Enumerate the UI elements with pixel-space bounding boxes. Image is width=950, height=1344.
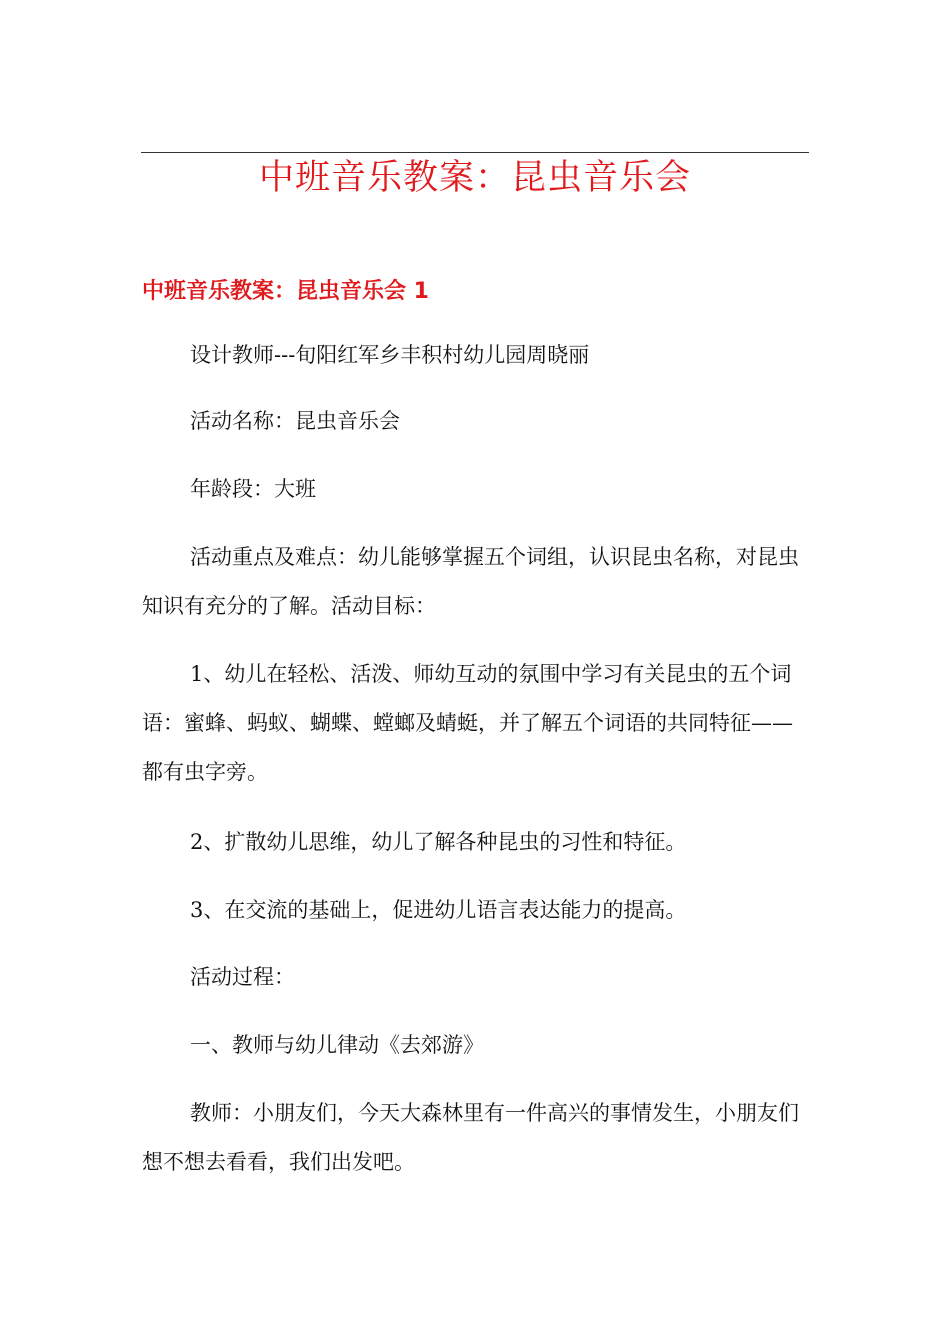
paragraph-goal-3: 3、在交流的基础上，促进幼儿语言表达能力的提高。 [190,898,687,922]
header-rule [141,152,809,153]
paragraph-step-1: 一、教师与幼儿律动《去郊游》 [190,1033,484,1057]
paragraph-goal-2: 2、扩散幼儿思维，幼儿了解各种昆虫的习性和特征。 [190,830,687,854]
paragraph-age-group: 年龄段：大班 [190,477,316,501]
paragraph-goal-1: 1、幼儿在轻松、活泼、师幼互动的氛围中学习有关昆虫的五个词语：蜜蜂、蚂蚁、蝴蝶、螳螂及蜻蜓，并了解五个词语的共同特征——都有虫字旁。 [142,662,793,784]
paragraph-teacher-speech: 教师：小朋友们，今天大森林里有一件高兴的事情发生，小朋友们想不想去看看，我们出发吧。 [142,1101,799,1174]
paragraph-designer: 设计教师---旬阳红军乡丰积村幼儿园周晓丽 [190,343,590,367]
paragraph-key-points: 活动重点及难点：幼儿能够掌握五个词组，认识昆虫名称，对昆虫知识有充分的了解。活动目标： [142,545,799,618]
section-heading: 中班音乐教案：昆虫音乐会 1 [142,279,429,304]
paragraph-process: 活动过程： [190,965,295,989]
document-title: 中班音乐教案：昆虫音乐会 [258,158,691,198]
paragraph-activity-name: 活动名称：昆虫音乐会 [190,409,400,433]
